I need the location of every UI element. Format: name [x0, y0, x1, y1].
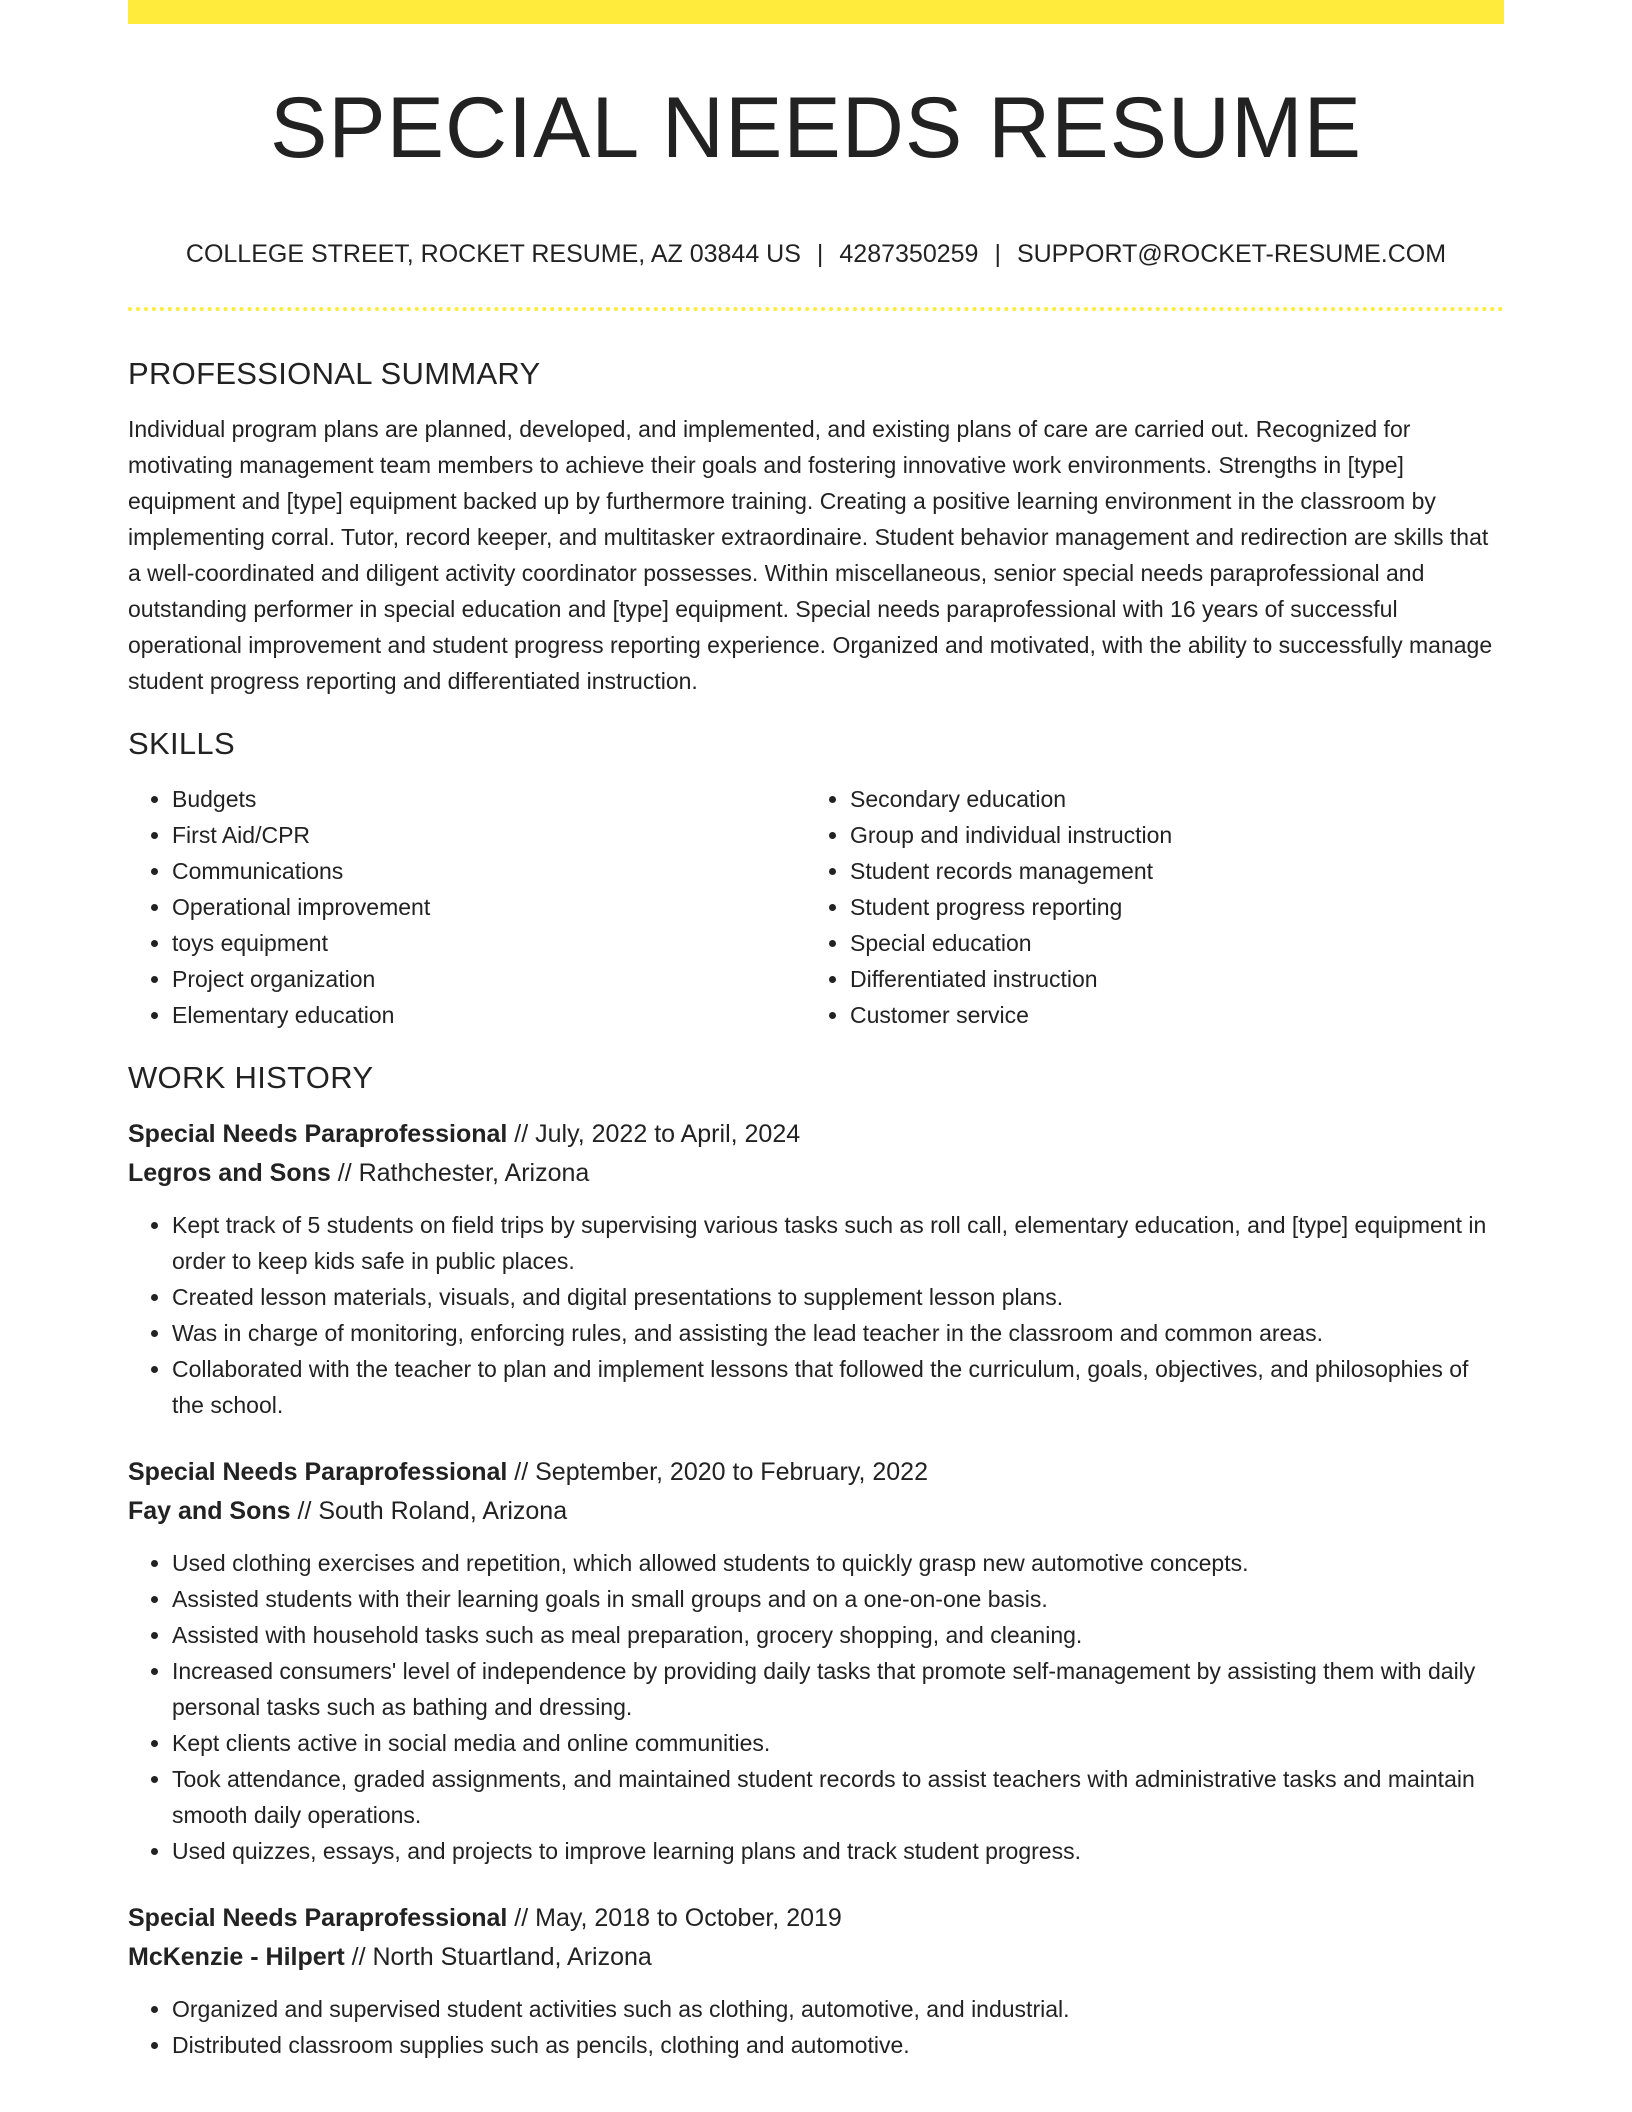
- job-entry: [128, 1453, 1504, 1869]
- duty-item: • Distributed classroom supplies such as pencils, clothing and automotive.: [172, 2027, 1504, 2063]
- duty-item: • Kept track of 5 students on field trips by supervising various tasks such as roll call, elementary education, and [type] equipment in order to keep kids safe in public places.: [172, 1207, 1504, 1279]
- skill-item: • Project organization: [172, 961, 806, 997]
- job-company: McKenzie - Hilpert: [128, 1943, 345, 1971]
- skill-item: • Group and individual instruction: [850, 817, 1484, 853]
- contact-address: COLLEGE STREET, ROCKET RESUME, AZ 03844 US: [185, 240, 801, 268]
- summary-section: [128, 355, 1504, 699]
- contact-separator: |: [994, 240, 1001, 268]
- job-duties: [128, 1545, 1504, 1869]
- skills-right-column: [806, 781, 1484, 1033]
- skill-item: • Communications: [172, 853, 806, 889]
- duty-item: • Collaborated with the teacher to plan and implement lessons that followed the curriculum, goals, objectives, and philosophies of the school.: [172, 1351, 1504, 1423]
- contact-phone: 4287350259: [839, 240, 979, 268]
- job-company: Legros and Sons: [128, 1159, 331, 1187]
- header-divider: [128, 307, 1504, 311]
- job-entry: [128, 1115, 1504, 1423]
- job-dates: // September, 2020 to February, 2022: [514, 1458, 928, 1486]
- job-location: // Rathchester, Arizona: [337, 1159, 590, 1187]
- work-history-section: [128, 1059, 1504, 2063]
- job-title: Special Needs Paraprofessional: [128, 1458, 508, 1486]
- top-accent-bar: [128, 0, 1504, 24]
- skill-item: • Student progress reporting: [850, 889, 1484, 925]
- duty-item: • Used clothing exercises and repetition, which allowed students to quickly grasp new automotive concepts.: [172, 1545, 1504, 1581]
- job-company-line: [128, 1938, 1504, 1977]
- job-location: // South Roland, Arizona: [297, 1497, 568, 1525]
- contact-line: [128, 238, 1504, 270]
- job-dates: // July, 2022 to April, 2024: [514, 1120, 801, 1148]
- work-history-heading: WORK HISTORY: [128, 1060, 374, 1095]
- job-entry: [128, 1899, 1504, 2063]
- skill-item: • Student records management: [850, 853, 1484, 889]
- duty-item: • Assisted students with their learning goals in small groups and on a one-on-one basis.: [172, 1581, 1504, 1617]
- duty-item: • Kept clients active in social media and online communities.: [172, 1725, 1504, 1761]
- skills-grid: [128, 781, 1504, 1033]
- resume-content: [128, 355, 1504, 2093]
- duty-item: • Increased consumers' level of independence by providing daily tasks that promote self-management by assisting them with daily personal tasks such as bathing and dressing.: [172, 1653, 1504, 1725]
- duty-item: • Was in charge of monitoring, enforcing rules, and assisting the lead teacher in the classroom and common areas.: [172, 1315, 1504, 1351]
- job-duties: [128, 1991, 1504, 2063]
- summary-text: Individual program plans are planned, developed, and implemented, and existing plans of care are carried out. Recognized for motivating management team members to achieve their goals and fostering innovative work environments. Strengths in [type] equipment and [type] equipment backed up by furthermore training. Creating a positive learning environment in the classroom by implementing corral. Tutor, record keeper, and multitasker extraordinaire. Student behavior management and redirection are skills that a well-coordinated and diligent activity coordinator possesses. Within miscellaneous, senior special needs paraprofessional and outstanding performer in special education and [type] equipment. Special needs paraprofessional with 16 years of successful operational improvement and student progress reporting experience. Organized and motivated, with the ability to successfully manage student progress reporting and differentiated instruction.: [128, 416, 1493, 694]
- contact-email: SUPPORT@ROCKET-RESUME.COM: [1016, 240, 1447, 268]
- skill-item: • Elementary education: [172, 997, 806, 1033]
- job-dates: // May, 2018 to October, 2019: [514, 1904, 842, 1932]
- skills-heading: SKILLS: [128, 726, 235, 761]
- skill-item: • Budgets: [172, 781, 806, 817]
- skill-item: • Operational improvement: [172, 889, 806, 925]
- resume-title: SPECIAL NEEDS RESUME: [269, 80, 1363, 176]
- job-company-line: [128, 1492, 1504, 1531]
- job-duties: [128, 1207, 1504, 1423]
- job-title: Special Needs Paraprofessional: [128, 1904, 508, 1932]
- skills-section: [128, 725, 1504, 1033]
- job-title-line: [128, 1453, 1504, 1492]
- job-location: // North Stuartland, Arizona: [351, 1943, 652, 1971]
- resume-page: [128, 0, 1504, 2112]
- duty-item: • Assisted with household tasks such as meal preparation, grocery shopping, and cleaning.: [172, 1617, 1504, 1653]
- skill-item: • First Aid/CPR: [172, 817, 806, 853]
- skill-item: • Customer service: [850, 997, 1484, 1033]
- contact-separator: |: [816, 240, 824, 268]
- duty-item: • Created lesson materials, visuals, and digital presentations to supplement lesson plans.: [172, 1279, 1504, 1315]
- skill-item: • Secondary education: [850, 781, 1484, 817]
- duty-item: • Used quizzes, essays, and projects to improve learning plans and track student progress.: [172, 1833, 1504, 1869]
- skills-left-column: [128, 781, 806, 1033]
- skill-item: • Special education: [850, 925, 1484, 961]
- skill-item: • toys equipment: [172, 925, 806, 961]
- skill-item: • Differentiated instruction: [850, 961, 1484, 997]
- duty-item: • Took attendance, graded assignments, and maintained student records to assist teachers with administrative tasks and maintain smooth daily operations.: [172, 1761, 1504, 1833]
- job-title: Special Needs Paraprofessional: [128, 1120, 508, 1148]
- job-title-line: [128, 1115, 1504, 1154]
- job-company-line: [128, 1154, 1504, 1193]
- job-company: Fay and Sons: [128, 1497, 291, 1525]
- duty-item: • Organized and supervised student activities such as clothing, automotive, and industrial.: [172, 1991, 1504, 2027]
- summary-heading: PROFESSIONAL SUMMARY: [128, 356, 541, 391]
- job-title-line: [128, 1899, 1504, 1938]
